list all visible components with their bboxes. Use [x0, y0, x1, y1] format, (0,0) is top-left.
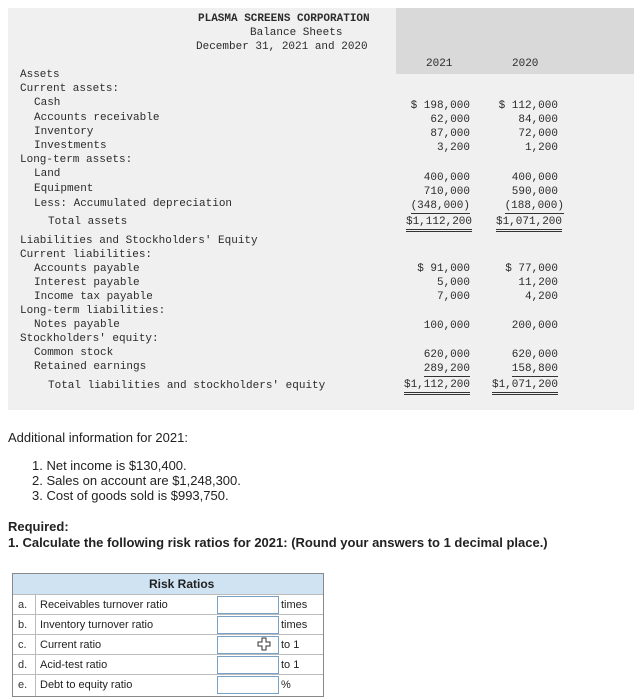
value-2021-equipment: 710,000 — [423, 186, 470, 198]
value-2020-total-assets: $1,071,200 — [496, 215, 562, 232]
section-long-term-assets: Long-term assets: — [20, 154, 133, 166]
row-label: Inventory turnover ratio — [40, 619, 154, 631]
row-label-common-stock: Common stock — [34, 347, 114, 359]
row-unit: times — [281, 599, 308, 611]
value-2021-total-assets: $1,112,200 — [406, 215, 472, 232]
balance-sheet-panel — [8, 8, 634, 410]
section-assets: Assets — [20, 69, 60, 81]
value-2021-cash: $ 198,000 — [410, 100, 470, 112]
value-2020-common-stock: 620,000 — [511, 349, 558, 361]
row-label-interest-payable: Interest payable — [34, 277, 140, 289]
row-letter: d. — [18, 659, 28, 671]
table-row — [13, 654, 323, 675]
row-letter: a. — [18, 599, 28, 611]
value-2020-land: 400,000 — [511, 172, 558, 184]
row-label-equipment: Equipment — [34, 183, 94, 195]
row-unit: to 1 — [281, 639, 300, 651]
table-row — [13, 634, 323, 655]
value-2020-income-tax-payable: 4,200 — [524, 291, 558, 303]
section-stockholders-equity: Stockholders' equity: — [20, 333, 159, 345]
value-2020-notes-payable: 200,000 — [511, 320, 558, 332]
row-label: Debt to equity ratio — [40, 679, 133, 691]
row-label-income-tax-payable: Income tax payable — [34, 291, 153, 303]
risk-ratios-header — [13, 574, 323, 594]
required-instruction: 1. Calculate the following risk ratios for 2021: (Round your answers to 1 decimal place.) — [8, 535, 548, 550]
row-label: Acid-test ratio — [40, 659, 108, 671]
additional-info-heading: Additional information for 2021: — [8, 430, 188, 445]
value-2021-income-tax-payable: 7,000 — [436, 291, 470, 303]
value-2020-retained-earnings: 158,800 — [511, 363, 558, 375]
row-unit: to 1 — [281, 659, 300, 671]
row-label-accounts-receivable: Accounts receivable — [34, 112, 160, 124]
value-2021-common-stock: 620,000 — [423, 349, 470, 361]
row-label-total-liabilities-equity: Total liabilities and stockholders' equity — [48, 380, 326, 392]
additional-info-item-2: 2. Sales on account are $1,248,300. — [32, 473, 241, 488]
additional-info-item-1: 1. Net income is $130,400. — [32, 458, 187, 473]
column-2021: 2021 — [426, 58, 453, 70]
row-label-investments: Investments — [34, 140, 107, 152]
value-2021-accounts-receivable: 62,000 — [430, 114, 470, 126]
table-row — [13, 614, 323, 635]
inventory-turnover-input[interactable] — [217, 616, 279, 634]
row-unit: % — [281, 679, 291, 691]
value-2020-accumulated-depreciation: (188,000) — [504, 200, 564, 212]
debt-to-equity-input[interactable] — [217, 676, 279, 694]
value-2021-retained-earnings: 289,200 — [423, 363, 470, 375]
value-2020-cash: $ 112,000 — [498, 100, 558, 112]
risk-ratios-table — [12, 573, 324, 697]
move-cursor-icon — [257, 637, 271, 651]
company-name: PLASMA SCREENS CORPORATION — [198, 13, 370, 25]
statement-date: December 31, 2021 and 2020 — [196, 41, 368, 53]
row-label-notes-payable: Notes payable — [34, 319, 120, 331]
value-2020-accounts-receivable: 84,000 — [518, 114, 558, 126]
row-label: Current ratio — [40, 639, 102, 651]
section-long-term-liabilities: Long-term liabilities: — [20, 305, 166, 317]
value-2021-inventory: 87,000 — [430, 128, 470, 140]
row-label-accounts-payable: Accounts payable — [34, 263, 140, 275]
value-2021-land: 400,000 — [423, 172, 470, 184]
row-label-accumulated-depreciation: Less: Accumulated depreciation — [34, 198, 233, 210]
value-2020-equipment: 590,000 — [511, 186, 558, 198]
value-2020-total-liabilities-equity: $1,071,200 — [492, 378, 558, 395]
row-label-land: Land — [34, 168, 61, 180]
table-row — [13, 594, 323, 615]
value-2020-inventory: 72,000 — [518, 128, 558, 140]
row-label-total-assets: Total assets — [48, 216, 128, 228]
row-label-inventory: Inventory — [34, 126, 94, 138]
statement-title: Balance Sheets — [250, 27, 343, 39]
value-2021-accumulated-depreciation: (348,000) — [410, 200, 470, 212]
value-2021-interest-payable: 5,000 — [436, 277, 470, 289]
row-letter: c. — [18, 639, 27, 651]
table-row — [13, 674, 323, 695]
value-2021-notes-payable: 100,000 — [423, 320, 470, 332]
value-2020-accounts-payable: $ 77,000 — [505, 263, 558, 275]
required-heading: Required: — [8, 519, 69, 534]
value-2021-total-liabilities-equity: $1,112,200 — [404, 378, 470, 395]
row-letter: e. — [18, 679, 28, 691]
section-current-liabilities: Current liabilities: — [20, 249, 153, 261]
row-label-retained-earnings: Retained earnings — [34, 361, 147, 373]
section-liabilities-equity: Liabilities and Stockholders' Equity — [20, 235, 258, 247]
value-2020-interest-payable: 11,200 — [518, 277, 558, 289]
value-2021-investments: 3,200 — [436, 142, 470, 154]
column-2020: 2020 — [512, 58, 539, 70]
value-2021-accounts-payable: $ 91,000 — [417, 263, 470, 275]
value-2020-investments: 1,200 — [524, 142, 558, 154]
row-unit: times — [281, 619, 308, 631]
row-letter: b. — [18, 619, 28, 631]
additional-info-item-3: 3. Cost of goods sold is $993,750. — [32, 488, 229, 503]
row-label: Receivables turnover ratio — [40, 599, 168, 611]
risk-ratios-title: Risk Ratios — [149, 577, 215, 591]
section-current-assets: Current assets: — [20, 83, 120, 95]
receivables-turnover-input[interactable] — [217, 596, 279, 614]
acid-test-ratio-input[interactable] — [217, 656, 279, 674]
row-label-cash: Cash — [34, 97, 61, 109]
